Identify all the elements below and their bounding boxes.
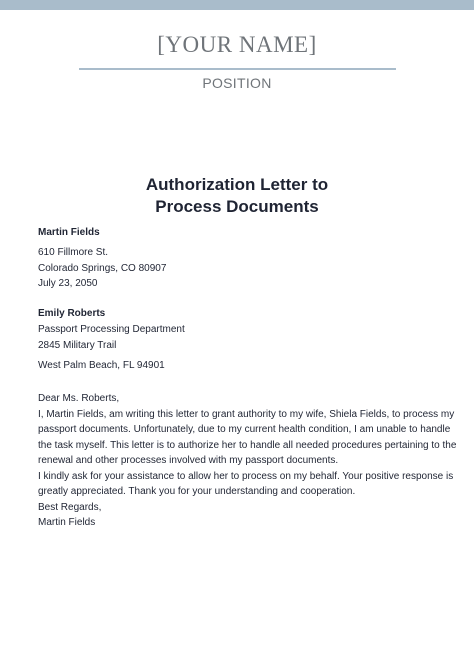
salutation: Dear Ms. Roberts,: [38, 393, 120, 404]
header-divider: [79, 68, 396, 70]
document-title-line-1: Authorization Letter to: [145, 175, 329, 194]
top-accent-bar: [0, 0, 474, 10]
document-title: [0, 174, 474, 218]
sender-address-line-1: 610 Fillmore St.: [38, 247, 109, 258]
letter-date: July 23, 2050: [38, 278, 98, 289]
signature-name: Martin Fields: [38, 517, 96, 528]
paragraph-1-line-2: passport documents. Unfortunately, due to my current health condition, I am unable to handle: [38, 424, 451, 435]
paragraph-1-line-4: renewal and other processes involved with my passport documents.: [38, 455, 339, 466]
recipient-name: Emily Roberts: [38, 308, 106, 319]
paragraph-2-line-2: greatly appreciated. Thank you for your understanding and cooperation.: [38, 486, 356, 497]
paragraph-1-line-3: the task myself. This letter is to authorize her to handle all needed procedures pertaining to the: [38, 439, 457, 451]
paragraph-1-line-1: I, Martin Fields, am writing this letter to grant authority to my wife, Shiela Fields, to process my: [38, 408, 455, 420]
paragraph-2-line-1: I kindly ask for your assistance to allow her to process on my behalf. Your positive response is: [38, 470, 454, 482]
letter-body: [38, 391, 457, 531]
recipient-address-line-1: 2845 Military Trail: [38, 340, 117, 351]
header-position: POSITION: [202, 75, 272, 91]
sender-name: Martin Fields: [38, 227, 100, 238]
closing: Best Regards,: [38, 501, 102, 513]
header-name: [YOUR NAME]: [157, 32, 317, 57]
document-title-line-2: Process Documents: [155, 197, 319, 216]
sender-address-line-2: Colorado Springs, CO 80907: [38, 263, 167, 274]
recipient-address-line-2: West Palm Beach, FL 94901: [38, 360, 165, 371]
recipient-department: Passport Processing Department: [38, 324, 185, 335]
